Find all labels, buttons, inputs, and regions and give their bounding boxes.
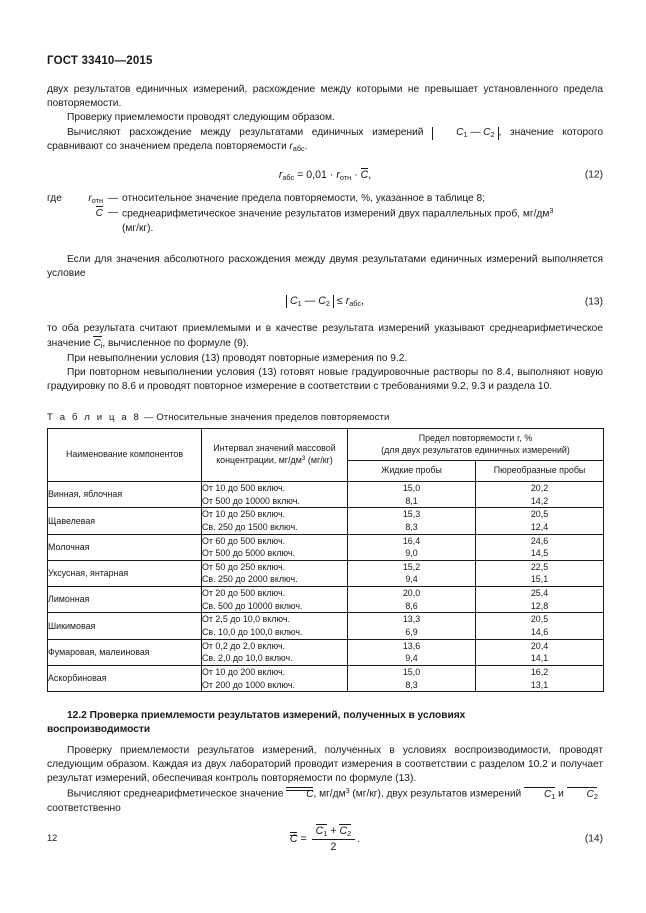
f14-fraction [312,824,356,854]
interval-line: От 2,5 до 10,0 включ. [202,614,290,625]
page-number: 12 [47,833,58,843]
section-12-2-heading [47,709,603,736]
table-row [48,613,604,639]
f12-cbar: C [360,168,369,181]
interval-line: От 20 до 500 включ. [202,588,286,599]
cell-component: Аскорбиновая [48,665,202,691]
mean-calc-text-b: , мг/дм [313,788,346,800]
paragraph-acceptable [47,322,603,351]
cell-liquid-value [348,639,476,665]
formula-14-number: (14) [584,833,603,845]
interval-line: От 10 до 250 включ. [202,509,286,520]
table-row [48,508,604,534]
cell-component: Шикимовая [48,613,202,639]
table-row [48,482,604,508]
cell-liquid-value [348,587,476,613]
f14-period: . [357,832,361,845]
interval-line: Св. 2,0 до 10,0 включ. [202,653,293,664]
formula-14 [47,824,603,854]
interval-line: От 10 до 500 включ. [202,483,286,493]
interval-line: Св. 500 до 10000 включ. [202,600,303,611]
where-dash-1: — [108,192,119,204]
cell-interval [202,613,348,639]
value-line: 9,4 [405,574,418,585]
value-line: 20,5 [530,509,549,520]
interval-line: Св. 250 до 1500 включ. [202,521,298,532]
formula-13-expression [286,295,364,308]
th-interval-line2b: (мг/кг) [305,454,333,465]
where-lead: где [47,192,62,204]
th-interval-sup: 3 [301,454,306,462]
cell-liquid-value [348,482,476,508]
mean-calc-text-a: Вычисляют среднеарифметическое значение [67,788,284,800]
paragraph-mean-calc [47,786,603,816]
cell-interval [202,665,348,691]
cbar-double-inline: C [286,787,313,802]
f12-rotn: r [336,168,340,181]
value-line: 20,0 [402,588,421,599]
value-line: 8,3 [405,521,418,532]
table-row [48,665,604,691]
r-abs-inline: r [289,141,293,153]
where-def-2: среднеарифметическое значение результатов измерений двух параллельных проб, $мг/дм^3$ (мг/кг). [122,205,554,234]
calc-text-b: , значение которого сравнивают со значением предела повторяемости [47,127,603,153]
value-line: 15,0 [402,666,421,677]
table-8-body [48,482,604,692]
value-line: 9,4 [405,653,418,664]
cell-interval [202,534,348,560]
value-line: 8,1 [405,495,418,506]
interval-line: От 0,2 до 2,0 включ. [202,640,286,651]
interval-line: От 60 до 500 включ. [202,535,286,546]
value-line: 20,5 [530,614,549,625]
f12-dot2: · [354,168,358,181]
where-sym-cbar: C [77,206,108,221]
cell-component: Винная, яблочная [48,482,202,508]
interval-line: От 500 до 5000 включ. [202,548,295,559]
paragraph-condition-intro: Если для значения абсолютного расхождения между двумя результатами единичных измерений выполняется условие [47,254,603,280]
paragraph-procedure: Проверку приемлемости проводят следующим образом. [67,112,335,124]
value-line: 14,1 [530,653,549,664]
value-line: 13,3 [402,614,421,625]
where-def-1: относительное значение предела повторяемости, %, указанное в таблице 8; [122,192,486,204]
formula-12-expression [279,168,371,182]
f14-denominator: 2 [330,841,337,854]
f13-comma: , [361,295,364,308]
table-row [48,639,604,665]
cell-puree-value [476,534,604,560]
cell-liquid-value [348,665,476,691]
value-line: 12,4 [530,521,549,532]
table-8-title: Относительные значения пределов повторяемости [156,411,390,423]
cell-component: Фумаровая, малеиновая [48,639,202,665]
interval-line: От 200 до 1000 включ. [202,679,295,690]
table-8-header-row-1 [48,428,604,461]
cell-component: Лимонная [48,587,202,613]
f13-le: ≤ [336,295,343,308]
table-8-head [48,428,604,481]
cell-interval [202,508,348,534]
f14-eq: = [300,832,307,845]
th-limit-group [348,428,604,461]
f14-num-c2: $C_2$ [339,824,352,838]
cell-interval [202,560,348,586]
table-row [48,534,604,560]
table-row [48,587,604,613]
th-interval-line2: концентрации, мг/дм [216,454,302,465]
value-line: 15,2 [402,561,421,572]
formula-12-number: (12) [584,169,603,181]
f14-cbar: C [289,832,298,845]
th-interval [202,428,348,481]
value-line: 25,4 [530,588,549,599]
value-line: 13,6 [402,640,421,651]
th-limit-line1: Предел повторяемости r, % [418,432,533,443]
formula-12-where-list [47,192,603,236]
section-12-2-heading-line2: воспроизводимости [47,723,151,735]
value-line: 12,8 [530,600,549,611]
f12-eq: = [297,168,304,181]
value-line: 14,5 [530,548,549,559]
cell-puree-value [476,508,604,534]
abs-c1-c2-inline: $C_1$ — $C_2$ [432,127,499,140]
cbar-i-inline: $C_i$ [93,337,103,350]
paragraph-reproducibility: Проверку приемлемости результатов измерений, полученных в условиях воспроизводимости, проводят следующим образом. Каждая из двух лабораторий проводит измерения в соответствии с разделом 10.2 и получает результат измерений, обеспечивая контроль повторяемости по формуле (13). [47,744,603,784]
value-line: 9,0 [405,548,418,559]
formula-13 [47,294,603,310]
cell-puree-value [476,665,604,691]
cell-liquid-value [348,613,476,639]
value-line: 16,4 [402,535,421,546]
where-item-r-otn [47,192,603,206]
table-row [48,560,604,586]
cell-component: Щавелевая [48,508,202,534]
interval-line: Св. 10,0 до 100,0 включ. [202,627,303,638]
mean-calc-text-e: соответственно [47,803,121,815]
paragraph-repeat-measure: При невыполнении условия (13) проводят повторные измерения по 9.2. [67,352,408,364]
value-line: 20,2 [530,483,549,493]
value-line: 8,6 [405,600,418,611]
cell-component: Молочная [48,534,202,560]
mean-calc-text-c: (мг/кг), двух результатов измерений [349,788,522,800]
cell-interval [202,639,348,665]
where-item-c-bar [47,206,603,236]
table-8-caption [47,412,603,423]
th-limit-line2: (для двух результатов единичных измерений) [381,444,570,455]
where-dash-2: — [108,206,119,218]
paragraph-calc-difference: Вычисляют расхождение между результатами единичных измерений $C_1$ — $C_2$ , значение которого сравнивают со значением предела повторяемости $r_{абс}$. [47,127,603,154]
value-line: 13,1 [530,679,549,690]
f12-rotn-sub: отн [339,172,352,182]
formula-14-expression [290,824,360,854]
cell-liquid-value [348,508,476,534]
calc-text-c: . [304,141,308,153]
f12-r: r [278,168,283,181]
cell-component: Уксусная, янтарная [48,560,202,586]
f12-comma: , [368,168,372,181]
f13-r-sub: абс [349,299,362,309]
where-sym-r: $r_{отн}$ [88,192,103,205]
cbar-1-inline: $C_1$ [524,787,555,802]
cell-interval [202,587,348,613]
mean-calc-sup: 3 [345,786,350,796]
th-interval-line1: Интервал значений массовой [213,443,336,454]
value-line: 15,3 [402,509,421,520]
f13-r: r [345,295,350,308]
f12-r-sub: абс [282,172,295,182]
interval-line: От 10 до 200 включ. [202,666,286,677]
acceptable-text-a: то оба результата считают приемлемыми и в качестве результата измерений указывают среднеарифметическое значение [47,322,603,349]
f13-abs: $C_1$ — $C_2$ [286,295,334,308]
paragraph-intro: двух результатов единичных измерений, расхождение между которыми не превышает установленного предела повторяемости. [47,83,603,109]
value-line: 22,5 [530,561,549,572]
cell-liquid-value [348,534,476,560]
table-8-label: Т а б л и ц а 8 [47,411,141,423]
th-puree: Пюреобразные пробы [476,461,604,482]
th-liquid: Жидкие пробы [348,461,476,482]
value-line: 16,2 [530,666,549,677]
value-line: 24,6 [530,535,549,546]
f14-num-c1: $C_1$ [315,824,328,838]
cbar-2-inline: $C_2$ [567,787,598,802]
interval-line: Св. 250 до 2000 включ. [202,574,298,585]
standard-header: ГОСТ 33410—2015 [47,55,153,67]
cell-puree-value [476,587,604,613]
cell-puree-value [476,639,604,665]
formula-13-number: (13) [584,296,603,308]
cell-puree-value [476,560,604,586]
th-component: Наименование компонентов [48,428,202,481]
cell-interval [202,482,348,508]
interval-line: От 500 до 10000 включ. [202,495,300,506]
acceptable-text-b: , вычисленное по формуле (9). [102,337,249,349]
interval-line: От 50 до 250 включ. [202,561,286,572]
f12-coef: 0,01 [306,168,327,181]
value-line: 8,3 [405,679,418,690]
cell-puree-value [476,482,604,508]
paragraph-recalibrate: При повторном невыполнении условия (13) готовят новые градуировочные растворы по 8.4, выполняют новую градуировку по 8.6 и проводят повторное измерение в соответствии с требованиями 9.2, 9.3 и раздела 10. [47,367,603,393]
table-8-caption-dash: — [143,411,154,423]
cell-liquid-value [348,560,476,586]
mean-calc-and: и [558,788,564,800]
value-line: 6,9 [405,627,418,638]
value-line: 20,4 [530,640,549,651]
value-line: 14,6 [530,627,549,638]
value-line: 15,1 [530,574,549,585]
section-12-2-heading-line1: 12.2 Проверка приемлемости результатов измерений, полученных в условиях [67,710,466,722]
formula-12 [47,167,603,183]
table-8 [47,428,604,693]
value-line: 14,2 [530,495,549,506]
f14-numerator: $C_1 + C_2$ [312,824,356,841]
f12-dot1: · [329,168,334,181]
calc-text-a: Вычисляют расхождение между результатами единичных измерений [67,127,424,139]
value-line: 15,0 [402,483,421,493]
cell-puree-value [476,613,604,639]
page-content [47,55,603,854]
